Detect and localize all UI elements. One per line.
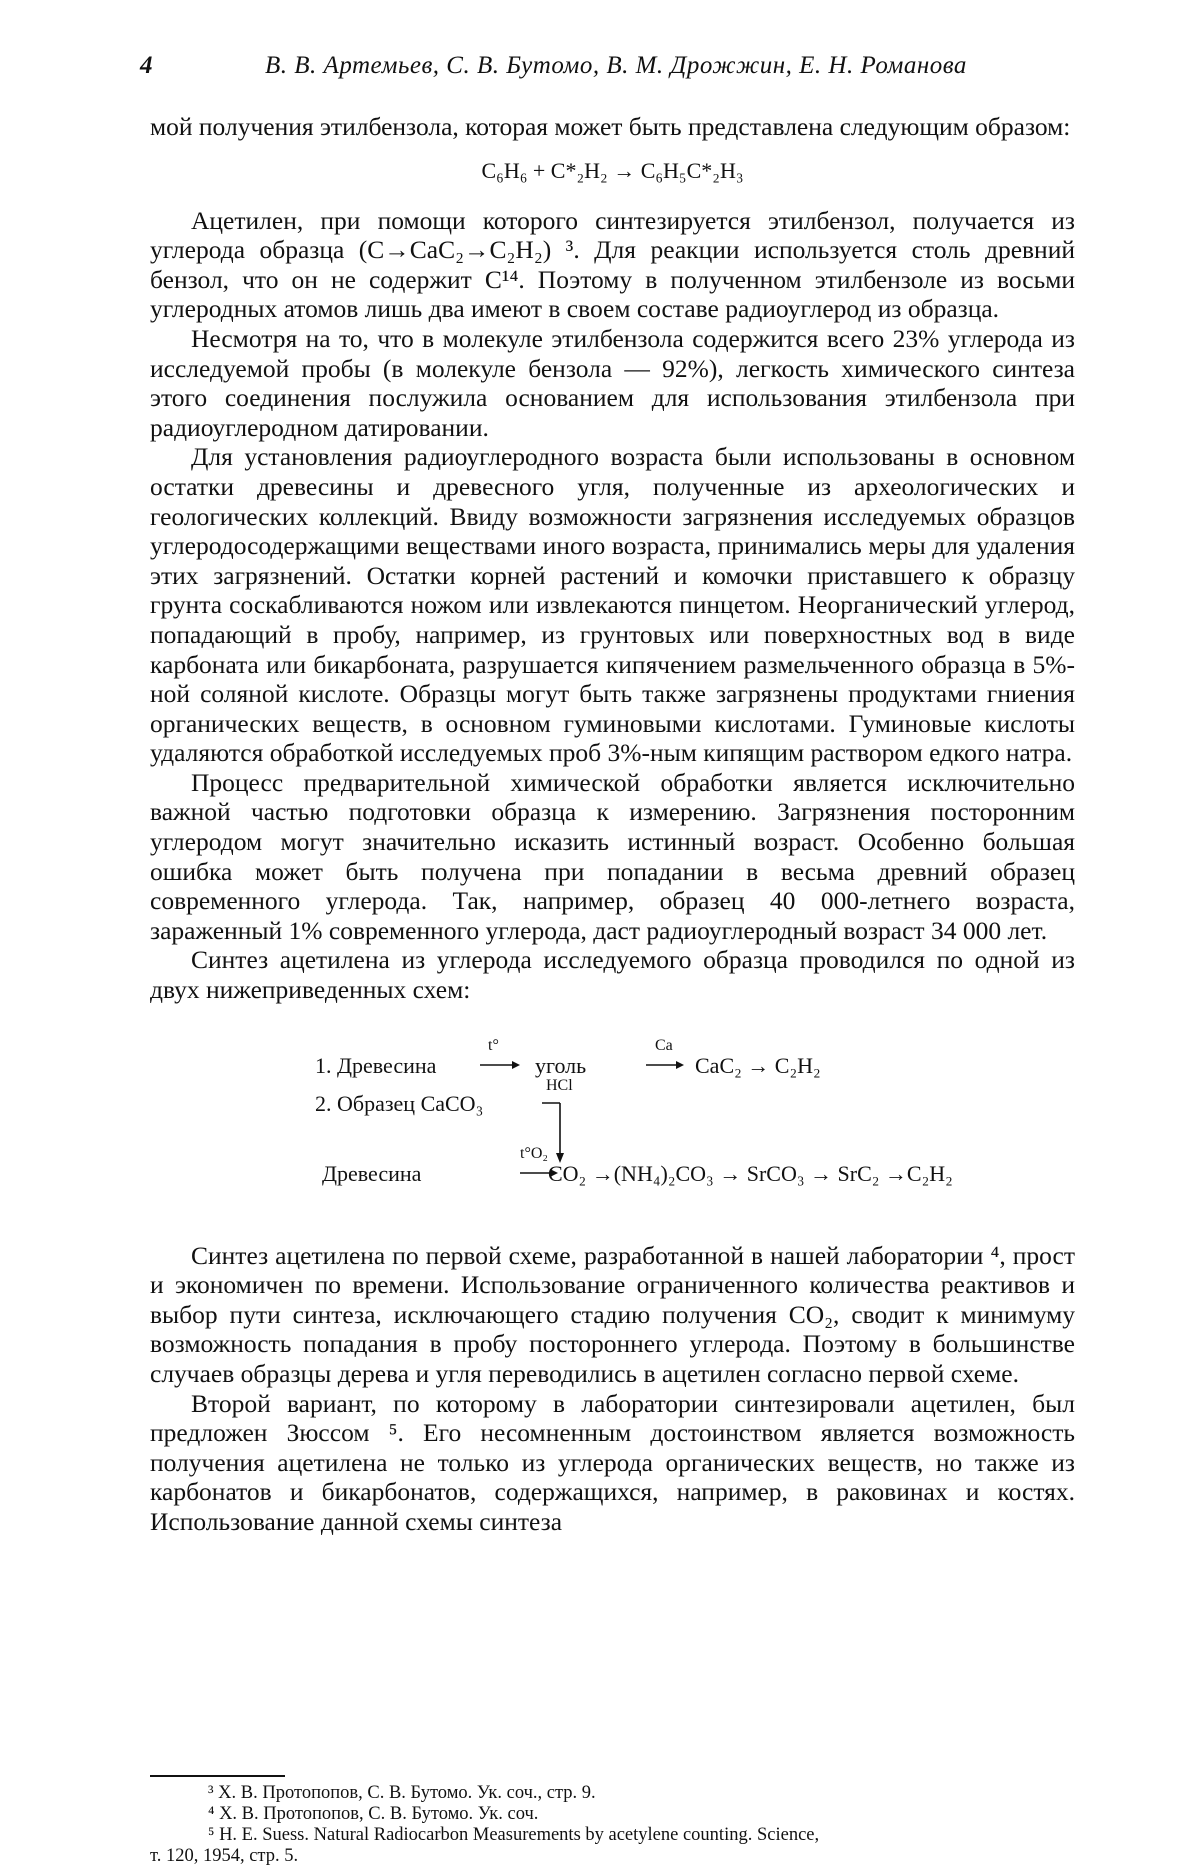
paragraph-second-variant: Второй вариант, по которому в лаборатории синтезировали ацетилен, был предложен Зюссом ⁵. Его несомненным достоинством является возможность получения ацетилена не только из углерода органических веществ, но также из карбонатов и бикарбонатов, содержащихся, например, в раковинах и костях. Использование данной схемы синтеза (150, 1388, 1075, 1536)
footnote-5-continued: т. 120, 1954, стр. 5. (150, 1846, 299, 1866)
footnotes (150, 1783, 1075, 1867)
paragraph-synthesis-intro: Синтез ацетилена из углерода исследуемого образца проводился по одной из двух нижеприведенных схем: (150, 945, 1075, 1005)
scheme-row3-products: CO₂ →(NH₄)₂CO₃ → SrCO₃ → SrC₂ →C₂H₂ (548, 1160, 953, 1186)
scheme-ugol: уголь (535, 1052, 587, 1078)
scheme-heat-label: t° (488, 1036, 499, 1054)
scheme-row2-label: 2. Образец CaCO₃ (315, 1090, 484, 1116)
paragraph-acetylene: Ацетилен, при помощи которого синтезируется этилбензол, получается из углерода образца (C→CaC₂→C₂H₂) ³. Для реакции используется столь древний бензол, что он не содержит C¹⁴. Поэтому в полученном этилбензоле из восьми углеродных атомов лишь два имеют в своем составе радиоуглерод из образца. (150, 205, 1075, 324)
paragraph-pretreatment: Процесс предварительной химической обработки является исключительно важной частью подготовки образца к измерению. Загрязнения посторонним углеродом могут значительно исказить истинный возраст. Особенно большая ошибка может быть получена при попадании в весьма древний образец современного углерода. Так, например, образец 40 000-летнего возраста, зараженный 1% современного углерода, даст радиоуглеродный возраст 34 000 лет. (150, 767, 1075, 945)
page-number: 4 (140, 52, 153, 79)
scheme-ca-label: Ca (655, 1036, 673, 1054)
paragraph-first-scheme: Синтез ацетилена по первой схеме, разработанной в нашей лаборатории ⁴, прост и экономичен по времени. Использование ограниченного количества реактивов и выбор пути синтеза, исключающего стадию получения CO₂, сводит к минимуму возможность попадания в пробу постороннего углерода. Поэтому в большинстве случаев образцы дерева и угля переводились в ацетилен согласно первой схеме. (150, 1240, 1075, 1388)
scheme-row1-label: 1. Древесина (315, 1052, 437, 1078)
footnote-divider (150, 1775, 285, 1777)
scheme-arrows (150, 1017, 1075, 1227)
footnote-3: ³ Х. В. Протопопов, С. В. Бутомо. Ук. соч., стр. 9. (208, 1783, 596, 1803)
page-header (140, 52, 1080, 92)
paragraph-ethylbenzene: Несмотря на то, что в молекуле этилбензола содержится всего 23% углерода из исследуемой пробы (в молекуле бензола — 92%), легкость химического синтеза этого соединения послужила основанием для использования этилбензола при радиоуглеродном датировании. (150, 323, 1075, 442)
footnote-4: ⁴ Х. В. Протопопов, С. В. Бутомо. Ук. соч. (208, 1804, 539, 1824)
reaction-formula: C₆H₆ + C*₂H₂ → C₆H₅C*₂H₃ (481, 157, 744, 183)
scheme-oxygen-label: t°O₂ (520, 1144, 548, 1162)
scheme-row3-label: Древесина (322, 1160, 422, 1186)
synthesis-scheme (150, 1017, 1075, 1227)
paragraph-samples: Для установления радиоуглеродного возраста были использованы в основном остатки древесины и древесного угля, полученные из археологических и геологических коллекций. Ввиду возможности загрязнения исследуемых образцов углеродосодержащими веществами иного возраста, принимались меры для удаления этих загрязнений. Остатки корней растений и комочки приставшего к образцу грунта соскабливаются ножом или извлекаются пинцетом. Неорганический углерод, попадающий в пробу, например, из грунтовых или поверхностных вод в виде карбоната или бикарбоната, разрушается кипячением размельченного образца в 5%-ной соляной кислоте. Образцы могут быть также загрязнены продуктами гниения органических веществ, в основном гуминовыми кислотами. Гуминовые кислоты удаляются обработкой исследуемых проб 3%-ным кипящим раствором едкого натра. (150, 442, 1075, 768)
paragraph-continuation: мой получения этилбензола, которая может быть представлена следующим образом: (150, 112, 1071, 141)
scheme-hcl-label: HCl (546, 1076, 573, 1094)
running-title: В. В. Артемьев, С. В. Бутомо, В. М. Дрожжин, Е. Н. Романова (265, 52, 967, 79)
main-text (150, 112, 1075, 1537)
scheme-row1-products: CaC₂ → C₂H₂ (695, 1052, 821, 1078)
footnote-5: ⁵ H. E. Suess. Natural Radiocarbon Measurements by acetylene counting. Science, (208, 1825, 820, 1845)
